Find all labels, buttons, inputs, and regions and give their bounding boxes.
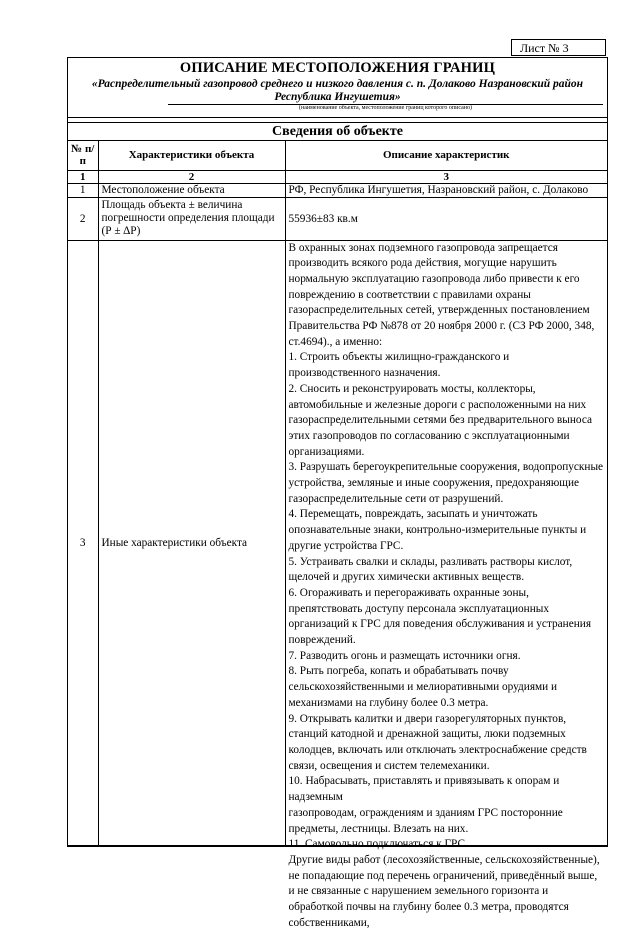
column-number: 2	[98, 170, 285, 183]
column-number: 3	[285, 170, 607, 183]
object-name: «Распределительный газопровод среднего и низкого давления с. п. Долаково Назрановский район Республика Ингушетия»	[91, 78, 584, 103]
paragraph: 11. Самовольно подключаться к ГРС.	[288, 838, 468, 851]
paragraph: 9. Открывать калитки и двери газорегуляторных пунктов, станций катодной и дренажной защиты, люки подземных колодцев, включать или отключать электроснабжение средств связи, освещения и систем телемеханики.	[288, 712, 587, 772]
object-info-table	[68, 141, 607, 929]
paragraph: газопроводам, ограждениям и зданиям ГРС посторонние предметы, лестницы. Влезать на них.	[288, 806, 563, 835]
table-row	[68, 240, 607, 845]
paragraph: 3. Разрушать берегоукрепительные сооружения, водопропускные устройства, земляные и иные сооружения, предохраняющие газораспределительные сети от разрушений.	[288, 461, 604, 505]
column-numbers-row	[68, 170, 607, 183]
column-header-description: Описание характеристик	[285, 141, 607, 170]
document-header	[68, 58, 607, 118]
row-characteristic: Местоположение объекта	[98, 183, 285, 197]
row-number: 3	[68, 240, 98, 845]
paragraph: 7. Разводить огонь и размещать источники огня.	[288, 649, 521, 662]
row-characteristic: Площадь объекта ± величина погрешности определения площади (Р ± ∆Р)	[98, 197, 285, 240]
paragraph: 10. Набрасывать, приставлять и привязывать к опорам и надземным	[288, 775, 560, 804]
document-frame	[67, 57, 608, 929]
row-description	[285, 240, 607, 929]
paragraph: 1. Строить объекты жилищно-гражданского и производственного назначения.	[288, 351, 510, 380]
section-title: Сведения об объекте	[68, 123, 607, 141]
paragraph: 8. Рыть погреба, копать и обрабатывать почву сельскохозяйственными и мелиоративными орудиями и механизмами на глубину более 0.3 метра.	[288, 665, 558, 709]
column-header-number: № п/п	[68, 141, 98, 170]
column-header-characteristic: Характеристики объекта	[98, 141, 285, 170]
paragraph: Другие виды работ (лесохозяйственные, сельскохозяйственные), не попадающие под перечень ограничений, приведённый выше, и не связанные с нарушением земельного горизонта и обработкой почвы на глубину более 0.3 метра, проводятся собственниками,	[288, 853, 600, 929]
restrictions-text	[288, 241, 605, 929]
sheet-number: Лист № 3	[511, 39, 606, 56]
header-footnote: (наименование объекта, местоположение границ которого описано)	[299, 105, 472, 111]
table-row	[68, 183, 607, 197]
paragraph: 6. Огораживать и перегораживать охранные зоны, препятствовать доступу персонала эксплуатационных организаций к ГРС для поведения обслуживания и устранения повреждений.	[288, 586, 592, 647]
document-title: ОПИСАНИЕ МЕСТОПОЛОЖЕНИЯ ГРАНИЦ	[179, 60, 496, 76]
row-characteristic: Иные характеристики объекта	[98, 240, 285, 845]
paragraph: 2. Сносить и реконструировать мосты, коллекторы, автомобильные и железные дороги с расположенными на них газораспределительными сетями без предварительного выноса этих газопроводов по согласованию с эксплуатационными организациями.	[288, 382, 592, 458]
row-description: РФ, Республика Ингушетия, Назрановский район, с. Долаково	[285, 183, 607, 197]
table-row	[68, 197, 607, 240]
column-number: 1	[68, 170, 98, 183]
paragraph: 4. Перемещать, повреждать, засыпать и уничтожать опознавательные знаки, контрольно-измерительные пункты и другие устройства ГРС.	[288, 508, 587, 552]
row-number: 1	[68, 183, 98, 197]
row-number: 2	[68, 197, 98, 240]
paragraph: 5. Устраивать свалки и склады, разливать растворы кислот, щелочей и других химически активных веществ.	[288, 555, 573, 584]
paragraph: В охранных зонах подземного газопровода запрещается производить всякого рода действия, могущие нарушить нормальную эксплуатацию газопровода либо привести к его повреждению в соответствии с правилами охраны газораспределительных сетей, утвержденных постановлением Правительства РФ №878 от 20 ноября 2000 г. (СЗ РФ 2000, 348, ст.4694)., а именно:	[288, 241, 595, 348]
table-header-row	[68, 141, 607, 170]
row-description: 55936±83 кв.м	[285, 197, 607, 240]
